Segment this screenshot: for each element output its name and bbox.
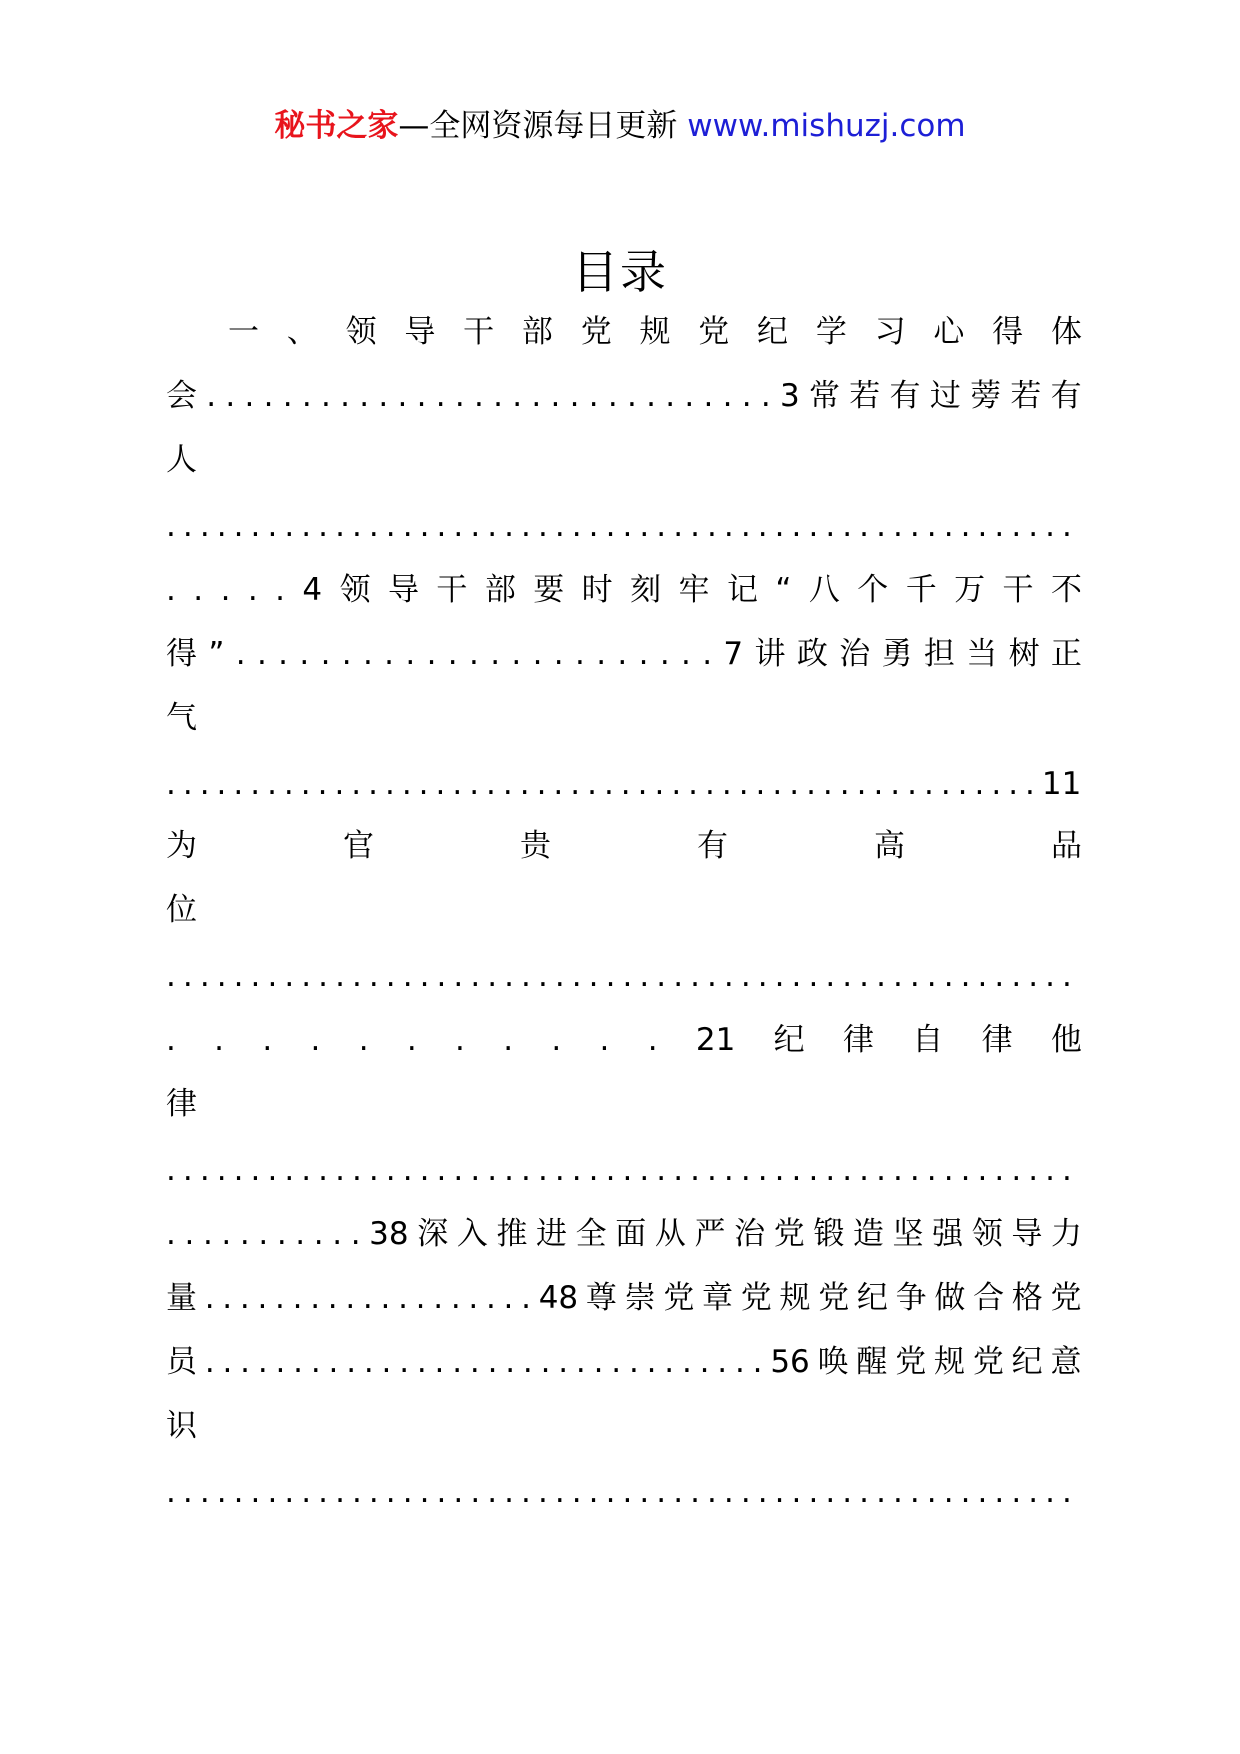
page-title: 目录 bbox=[572, 245, 668, 299]
site-tagline: —全网资源每日更新 bbox=[398, 108, 678, 144]
toc-line: . . . . . . . . . . . 38 深 入 推 进 全 面 从 严 治 党 锻 造 坚 强 领 导 力 bbox=[166, 1216, 1082, 1252]
toc-line: 为 官 贵 有 高 品 bbox=[166, 828, 1082, 864]
toc-line: . . . . . . . . . . . . . . . . . . . . . . . . . . . . . . . . . . . . . . . . . . . . . . . . . . . . . . bbox=[166, 508, 1072, 544]
toc-line: . . . . . . . . . . . 21 纪 律 自 律 他 bbox=[166, 1022, 1082, 1058]
site-header bbox=[0, 100, 1240, 145]
toc-line: 人 bbox=[166, 442, 197, 478]
toc-line: 得 ” . . . . . . . . . . . . . . . . . . . . . . . 7 讲 政 治 勇 担 当 树 正 bbox=[166, 636, 1082, 672]
toc-line: . . . . . . . . . . . . . . . . . . . . . . . . . . . . . . . . . . . . . . . . . . . . . . . . . . . . 11 bbox=[166, 766, 1082, 802]
toc-line: . . . . . . . . . . . . . . . . . . . . . . . . . . . . . . . . . . . . . . . . . . . . . . . . . . . . . . bbox=[166, 1474, 1072, 1510]
toc-line: 位 bbox=[166, 892, 197, 928]
site-url-link[interactable]: www.mishuzj.com bbox=[687, 108, 966, 144]
site-brand: 秘书之家 bbox=[274, 108, 399, 144]
toc-line: 量 . . . . . . . . . . . . . . . . . . . 48 尊 崇 党 章 党 规 党 纪 争 做 合 格 党 bbox=[166, 1280, 1082, 1316]
toc-line: 员 . . . . . . . . . . . . . . . . . . . . . . . . . . . . . . . . 56 唤 醒 党 规 党 纪 意 bbox=[166, 1344, 1082, 1380]
toc-line: 会 . . . . . . . . . . . . . . . . . . . . . . . . . . . . . . 3 常 若 有 过 蒡 若 有 bbox=[166, 378, 1082, 414]
toc-line: 识 bbox=[166, 1408, 197, 1444]
toc-line: 一 、 领 导 干 部 党 规 党 纪 学 习 心 得 体 bbox=[228, 314, 1082, 350]
toc-line: . . . . . . . . . . . . . . . . . . . . . . . . . . . . . . . . . . . . . . . . . . . . . . . . . . . . . . bbox=[166, 1152, 1072, 1188]
toc-line: 律 bbox=[166, 1086, 197, 1122]
toc-line: . . . . . . . . . . . . . . . . . . . . . . . . . . . . . . . . . . . . . . . . . . . . . . . . . . . . . . bbox=[166, 958, 1072, 994]
toc-line: 气 bbox=[166, 700, 197, 736]
toc-line: . . . . . 4 领 导 干 部 要 时 刻 牢 记 “ 八 个 千 万 干 不 bbox=[166, 572, 1082, 608]
